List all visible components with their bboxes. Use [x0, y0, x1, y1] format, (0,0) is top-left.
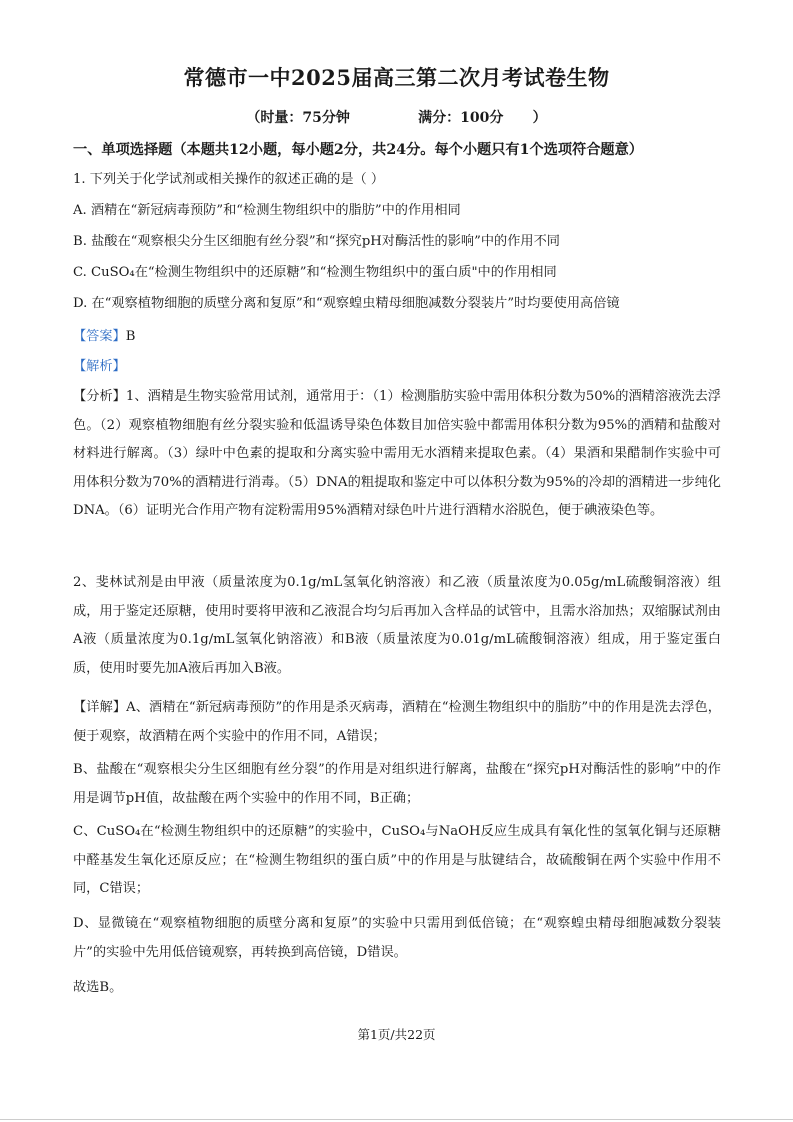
detail-tag: 【详解】 [73, 700, 127, 715]
fenxi-text: 1、酒精是生物实验常用试剂，通常用于：（1）检测脂肪实验中需用体积分数为50%的酒精溶液洗去浮色。（2）观察植物细胞有丝分裂实验和低温诱导染色体数目加倍实验中都需用体积分数为95%的酒精和盐酸对材料进行解离。（3）绿叶中色素的提取和分离实验中需用无水酒精来提取色素。（4）果酒和果醋制作实验中可用体积分数为70%的酒精进行消毒。（5）DNA的粗提取和鉴定中可以体积分数为95%的冷却的酒精进一步纯化DNA。（6）证明光合作用产物有淀粉需用95%酒精对绿色叶片进行酒精水浴脱色，便于碘液染色等。 [73, 389, 721, 519]
detail-paragraph-a [73, 694, 721, 751]
analysis-tag: 【解析】 [73, 359, 126, 374]
option-c: C. CuSO₄在“检测生物组织中的还原糖”和“检测生物组织中的蛋白质"中的作用相同 [73, 265, 557, 280]
detail-paragraph-b: B、盐酸在“观察根尖分生区细胞有丝分裂”的作用是对组织进行解离，盐酸在“探究pH对酶活性的影响”中的作用是调节pH值，故盐酸在两个实验中的作用不同，B正确； [73, 762, 721, 806]
question-stem: 1. 下列关于化学试剂或相关操作的叙述正确的是（ ） [73, 172, 385, 187]
section-heading: 一、单项选择题（本题共12小题，每小题2分，共24分。每个小题只有1个选项符合题意） [73, 142, 643, 158]
analysis-line [73, 357, 723, 377]
option-d: D. 在“观察植物细胞的质壁分离和复原”和“观察蝗虫精母细胞减数分裂装片”时均要使用高倍镜 [73, 296, 620, 311]
exam-meta: （时量：75分钟 满分：100分 ） [246, 110, 547, 126]
answer-tag: 【答案】 [73, 329, 126, 344]
bottom-divider [0, 1119, 793, 1120]
answer-line [73, 327, 723, 347]
detail-paragraph-c: C、CuSO₄在“检测生物组织中的还原糖”的实验中，CuSO₄与NaOH反应生成具有氧化性的氢氧化铜与还原糖中醛基发生氧化还原反应；在“检测生物组织的蛋白质”中的作用是与肽键结合，故硫酸铜在两个实验中作用不同，C错误； [73, 824, 721, 897]
detail-paragraph-d: D、显微镜在“观察植物细胞的质壁分离和复原”的实验中只需用到低倍镜；在“观察蝗虫精母细胞减数分裂装片”的实验中先用低倍镜观察，再转换到高倍镜，D错误。 [73, 916, 721, 960]
detail-a-text: A、酒精在“新冠病毒预防”的作用是杀灭病毒，酒精在“检测生物组织中的脂肪”中的作用是洗去浮色，便于观察，故酒精在两个实验中的作用不同，A错误； [73, 700, 721, 744]
analysis-paragraph-2: 2、斐林试剂是由甲液（质量浓度为0.1g/mL氢氧化钠溶液）和乙液（质量浓度为0.05g/mL硫酸铜溶液）组成，用于鉴定还原糖，使用时要将甲液和乙液混合均匀后再加入含样品的试管中，且需水浴加热；双缩脲试剂由A液（质量浓度为0.1g/mL氢氧化钠溶液）和B液（质量浓度为0.01g/mL硫酸铜溶液）组成，用于鉴定蛋白质，使用时要先加A液后再加入B液。 [73, 575, 721, 676]
analysis-paragraph-1 [73, 383, 721, 526]
answer-value: B [125, 329, 136, 344]
page-number: 第1页/共22页 [357, 1027, 436, 1042]
conclusion-line: 故选B。 [73, 980, 123, 995]
fenxi-tag: 【分析】 [73, 389, 126, 404]
page-title: 常德市一中2025届高三第二次月考试卷生物 [183, 65, 610, 90]
option-a: A. 酒精在“新冠病毒预防”和“检测生物组织中的脂肪”中的作用相同 [73, 203, 461, 218]
option-b: B. 盐酸在“观察根尖分生区细胞有丝分裂”和“探究pH对酶活性的影响”中的作用不同 [73, 234, 560, 249]
